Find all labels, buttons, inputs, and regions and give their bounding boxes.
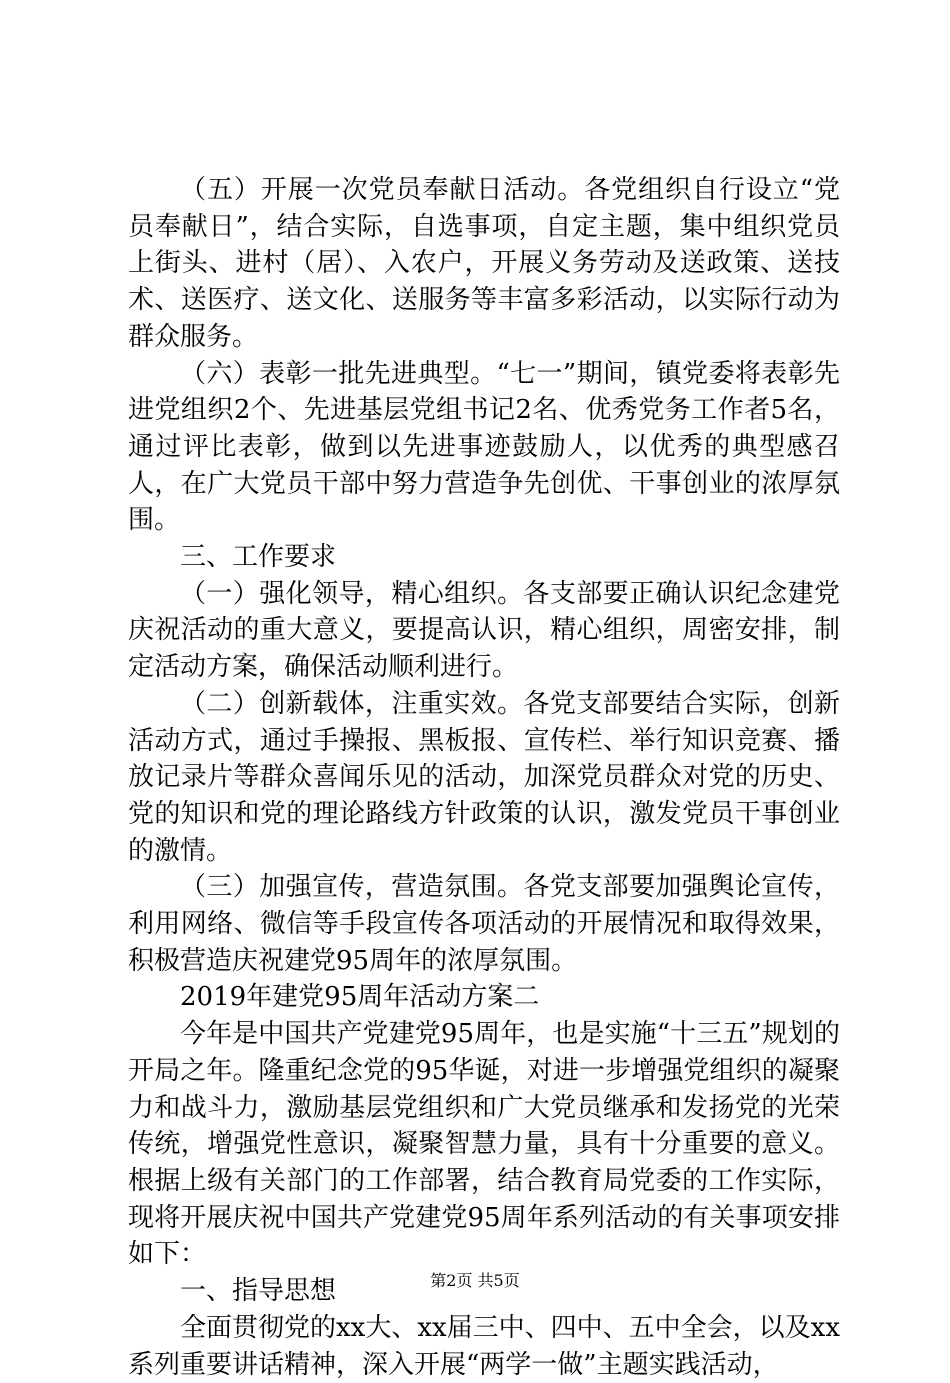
paragraph-strengthen-leadership: （一）强化领导，精心组织。各支部要正确认识纪念建党庆祝活动的重大意义，要提高认识，精心组织，周密安排，制定活动方案，确保活动顺利进行。 [128, 578, 840, 683]
paragraph-party-member-dedication-day: （五）开展一次党员奉献日活动。各党组织自行设立“党员奉献日”，结合实际，自选事项，自定主题，集中组织党员上街头、进村（居）、入农户，开展义务劳动及送政策、送技术、送医疗、送文化、送服务等丰富多彩活动，以实际行动为群众服务。 [128, 175, 840, 352]
paragraph-commend-advanced-models: （六）表彰一批先进典型。“七一”期间，镇党委将表彰先进党组织2个、先进基层党组书记2名、优秀党务工作者5名，通过评比表彰，做到以先进事迹鼓励人，以优秀的典型感召人，在广大党员干部中努力营造争先创优、干事创业的浓厚氛围。 [128, 358, 840, 536]
paragraph-plan-two-intro: 今年是中国共产党建党95周年，也是实施“十三五”规划的开局之年。隆重纪念党的95华诞，对进一步增强党组织的凝聚力和战斗力，激励基层党组织和广大党员继承和发扬党的光荣传统，增强党性意识，凝聚智慧力量，具有十分重要的意义。根据上级有关部门的工作部署，结合教育局党委的工作实际，现将开展庆祝中国共产党建党95周年系列活动的有关事项安排如下： [128, 1019, 840, 1270]
page-number-footer: 第2页 共5页 [430, 1271, 520, 1290]
paragraph-innovate-carriers: （二）创新载体，注重实效。各党支部要结合实际，创新活动方式，通过手操报、黑板报、宣传栏、举行知识竞赛、播放记录片等群众喜闻乐见的活动，加深党员群众对党的历史、党的知识和党的理论路线方针政策的认识，激发党员干事创业的激情。 [128, 688, 840, 866]
paragraph-strengthen-publicity: （三）加强宣传，营造氛围。各党支部要加强舆论宣传，利用网络、微信等手段宣传各项活动的开展情况和取得效果，积极营造庆祝建党95周年的浓厚氛围。 [128, 872, 840, 976]
paragraph-guiding-ideology: 全面贯彻党的xx大、xx届三中、四中、五中全会，以及xx系列重要讲话精神，深入开展“两学一做”主题实践活动， [128, 1312, 840, 1380]
section-heading-guiding-ideology: 一、指导思想 [180, 1276, 337, 1307]
document-title-plan-two: 2019年建党95周年活动方案二 [180, 982, 540, 1013]
section-heading-work-requirements: 三、工作要求 [180, 542, 337, 573]
document-body [128, 172, 840, 1383]
